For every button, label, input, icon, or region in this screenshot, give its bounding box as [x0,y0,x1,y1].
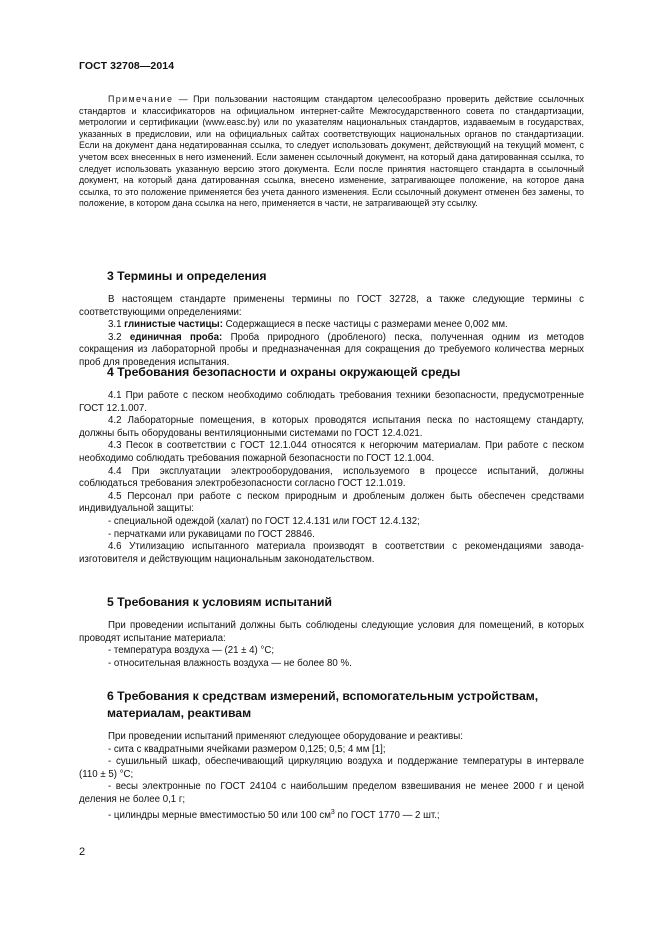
list-item: - сита с квадратными ячейками размером 0,125; 0,5; 4 мм [1]; [108,743,386,755]
clause-4-4: 4.4 При эксплуатации электрооборудования, используемого в процессе испытаний, должны соблюдаться требования электробезопасности согласно ГОСТ 12.1.019. [79,465,584,490]
section-5-title: 5 Требования к условиям испытаний [107,595,333,609]
page-number: 2 [79,846,86,858]
section-6-title [107,688,587,722]
note-label: Примечание [108,94,174,104]
clause-4-1: 4.1 При работе с песком необходимо соблюдать требования техники безопасности, предусмотренные ГОСТ 12.1.007. [79,390,584,414]
note-text: — При пользовании настоящим стандартом целесообразно проверить действие ссылочных стандартов и классификаторов на официальном интернет-сайте Межгосударственного совета по стандартизации, метрологии и сертификации (www.easc.by) или по указателям национальных стандартов, издаваемым в государствах, указанных в предисловии, или на официальных сайтах соответствующих национальных органов по стандартизации. Если на документ дана недатированная ссылка, то следует использовать документ, действующий на текущий момент, с учетом всех внесенных в него изменений. Если заменен ссылочный документ, на который дана датированная ссылка, то следует использовать указанную версию этого документа. Если после принятия настоящего стандарта в ссылочный документ, на который дана датированная ссылка, внесено изменение, затрагивающее положение, на которое дана ссылка, то это положение применяется без учета данного изменения. Если ссылочный документ отменен без замены, то положение, в котором дана ссылка на него, применяется в части, не затрагивающей эту ссылку. [79,94,584,209]
term-number: 3.1 [108,319,125,331]
section-6-intro: При проведении испытаний применяют следующее оборудование и реактивы: [108,731,463,742]
list-item: - сушильный шкаф, обеспечивающий циркуляцию воздуха и поддержание температуры в интервале (110 ± 5) °С; [79,756,584,780]
document-header: ГОСТ 32708—2014 [79,60,175,72]
list-item: - температура воздуха — (21 ± 4) °С; [108,645,275,657]
note-block [79,94,584,210]
list-item: - относительная влажность воздуха — не более 80 %. [108,657,352,669]
section-6-title-line-2: материалам, реактивам [107,705,252,720]
section-6-title-line-1: 6 Требования к средствам измерений, вспомогательным устройствам, [107,689,539,703]
note-paragraph [79,94,584,210]
term-name: единичная проба: [129,331,223,343]
section-4-title: 4 Требования безопасности и охраны окружающей среды [107,365,461,379]
clause-4-5: 4.5 Персонал при работе с песком природным и дробленым должен быть обеспечен средствами индивидуальной защиты: [79,490,584,515]
term-3-1 [79,319,584,332]
list-item: - весы электронные по ГОСТ 24104 с наибольшим пределом взвешивания не менее 2000 г и ценой деления не более 0,1 г; [79,781,584,805]
section-5-body [79,620,584,670]
term-definition: Проба природного (дробленого) песка, полученная одним из методов сокращения из лабораторной пробы и предназначенная для сокращения до требуемого количества мерных проб для проведения испытания. [79,331,584,368]
superscript: 3 [330,808,335,816]
clause-4-6: 4.6 Утилизацию испытанного материала производят в соответствии с рекомендациями завода-изготовителя и действующим национальным законодательством. [79,541,584,565]
section-4-body [79,390,584,566]
list-item: - перчатками или рукавицами по ГОСТ 28846. [108,528,315,540]
list-item [79,807,584,823]
clause-4-2: 4.2 Лабораторные помещения, в которых проводятся испытания песка по настоящему стандарту, должны быть оборудованы вентиляционными системами по ГОСТ 12.4.021. [79,415,584,439]
term-name: глинистые частицы: [124,319,223,331]
section-5-intro: При проведении испытаний должны быть соблюдены следующие условия для помещений, в которых проводят испытание материала: [79,620,584,644]
section-3-title: 3 Термины и определения [107,269,267,283]
section-3-intro: В настоящем стандарте применены термины по ГОСТ 32728, а также следующие термины с соответствующими определениями: [79,294,584,318]
section-6-body [79,731,584,822]
term-definition: Содержащиеся в песке частицы с размерами менее 0,002 мм. [222,319,508,331]
clause-4-3: 4.3 Песок в соответствии с ГОСТ 12.1.044 относятся к негорючим материалам. При работе с песком необходимо соблюдать требования пожарной безопасности по ГОСТ 12.1.004. [79,440,584,464]
list-item: - специальной одеждой (халат) по ГОСТ 12.4.131 или ГОСТ 12.4.132; [108,515,420,527]
term-number: 3.2 [108,331,130,343]
section-3-body [79,294,584,370]
list-item-text: - цилиндры мерные вместимостью 50 или 100 см [108,809,331,821]
list-item-text: по ГОСТ 1770 — 2 шт.; [334,809,440,821]
